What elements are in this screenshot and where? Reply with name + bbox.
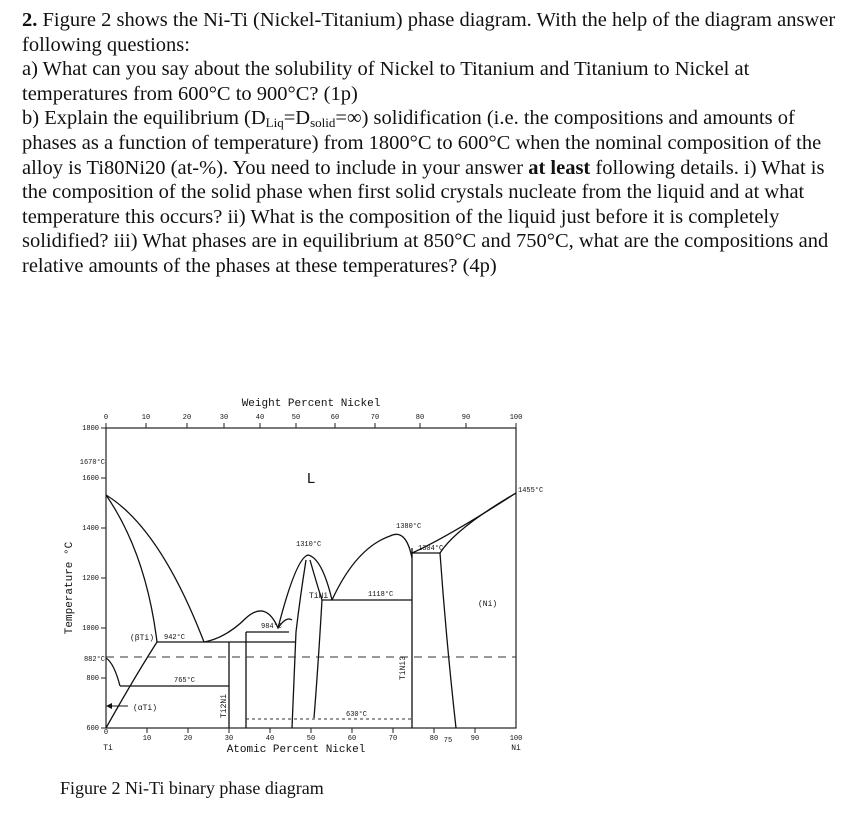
label-942: 942°C: [164, 634, 186, 642]
label-tini: TiNi: [309, 592, 329, 601]
label-1455: 1455°C: [518, 487, 544, 495]
y-tick-label: 800: [86, 675, 99, 683]
question-part-a: a) What can you say about the solubility of Nickel to Titanium and Titanium to Nickel at temperatures from 600°C to 900°C? (1p): [22, 58, 750, 105]
element-ti: Ti: [103, 744, 113, 753]
top-tick-label: 20: [182, 414, 192, 422]
label-630: 630°C: [346, 711, 368, 719]
tini-solidus-left: [296, 560, 306, 632]
solidus-ni: [440, 493, 516, 553]
top-tick-label: 50: [291, 414, 301, 422]
label-beta-ti: (βTi): [130, 634, 155, 643]
question-intro: Figure 2 shows the Ni-Ti (Nickel-Titanium) phase diagram. With the help of the diagram answer following questions:: [22, 9, 836, 56]
emphasis-at-least: at least: [528, 156, 591, 179]
top-axis-title: Weight Percent Nickel: [241, 398, 381, 410]
ni-solvus: [440, 553, 456, 728]
y-axis-title: Temperature °C: [64, 541, 76, 635]
y-tick-label: 1800: [82, 425, 99, 433]
top-tick-label: 30: [219, 414, 229, 422]
bottom-tick-label: 80: [429, 735, 439, 743]
top-tick-marks: [106, 423, 516, 428]
label-alpha-ti: (αTi): [133, 704, 158, 713]
tini-right-solvus: [314, 600, 322, 718]
question-text: [22, 8, 842, 279]
phase-diagram: [56, 388, 546, 773]
tini-left-solvus: [292, 632, 296, 728]
alpha-beta-boundary: [106, 658, 120, 686]
y-tick-label: 1200: [82, 575, 99, 583]
bottom-tick-label: 10: [142, 735, 152, 743]
bottom-tick-label: 0: [103, 729, 109, 737]
top-tick-label: 100: [509, 414, 523, 422]
y-tick-label: 1600: [82, 475, 99, 483]
y-special-882: 882°C: [83, 656, 105, 664]
question-number: 2.: [22, 9, 38, 31]
bottom-tick-label: 40: [265, 735, 275, 743]
bottom-axis-title: Atomic Percent Nickel: [226, 744, 366, 756]
figure-caption: Figure 2 Ni-Ti binary phase diagram: [60, 778, 324, 798]
label-1118: 1118°C: [368, 591, 394, 599]
label-765: 765°C: [174, 677, 196, 685]
y-special-1670: 1670°C: [79, 459, 105, 467]
label-tini3: TiNi3: [399, 655, 408, 680]
liquidus-ti-side: [106, 495, 204, 642]
solidus-beta-ti: [106, 495, 157, 642]
top-tick-label: 60: [330, 414, 340, 422]
bottom-tick-75: 75: [443, 737, 453, 745]
equation-mid: =D: [283, 107, 311, 130]
top-tick-label: 90: [461, 414, 471, 422]
bottom-tick-label: 60: [347, 735, 357, 743]
part-b-rest: =∞) solidification (i.e. the compositions and amounts of phases as a function of temperature) from 1800°C to 600°C when the nominal composition of the alloy is Ti80Ni20 (at-%). You need to include in your answer: [22, 107, 822, 179]
part-b-lead: b) Explain the equilibrium (D: [22, 107, 266, 130]
label-1310: 1310°C: [296, 541, 322, 549]
label-1380: 1380°C: [396, 523, 422, 531]
bottom-tick-label: 50: [306, 735, 316, 743]
bottom-tick-label: 90: [470, 735, 480, 743]
phase-diagram-figure: [56, 388, 546, 773]
top-tick-label: 40: [255, 414, 265, 422]
bottom-tick-label: 70: [388, 735, 398, 743]
y-tick-label: 1400: [82, 525, 99, 533]
bottom-tick-label: 30: [224, 735, 234, 743]
bottom-tick-label: 20: [183, 735, 193, 743]
bottom-tick-marks: [147, 728, 475, 733]
label-ni: (Ni): [478, 600, 498, 609]
top-tick-label: 70: [370, 414, 380, 422]
part-b-tail: following details. i) What is the composition of the solid phase when first solid crystals nucleate from the liquid and at what temperature this occurs? ii) What is the composition of the liquid just before it is completely solidified? iii) What phases are in equilibrium at 850°C and 750°C, what are the compositions and relative amounts of the phases at these temperatures? (4p): [22, 156, 829, 277]
beta-ti-solvus: [106, 642, 157, 728]
y-tick-label: 600: [86, 725, 99, 733]
phase-boundaries: [106, 493, 516, 728]
alpha-arrow-head: [106, 703, 112, 709]
top-tick-label: 0: [103, 414, 109, 422]
left-tick-marks: [101, 428, 106, 728]
bottom-tick-label: 100: [509, 735, 523, 743]
label-984: 984°C: [261, 623, 283, 631]
subscript-solid: solid: [310, 115, 336, 131]
label-liquid: L: [306, 471, 316, 488]
label-ti2ni: Ti2Ni: [220, 693, 229, 718]
top-tick-label: 10: [141, 414, 151, 422]
top-tick-label: 80: [415, 414, 425, 422]
element-ni: Ni: [511, 744, 521, 753]
subscript-liq: Liq: [265, 115, 284, 131]
label-1304: 1304°C: [418, 545, 444, 553]
y-tick-label: 1000: [82, 625, 99, 633]
question-part-b: [22, 106, 842, 278]
